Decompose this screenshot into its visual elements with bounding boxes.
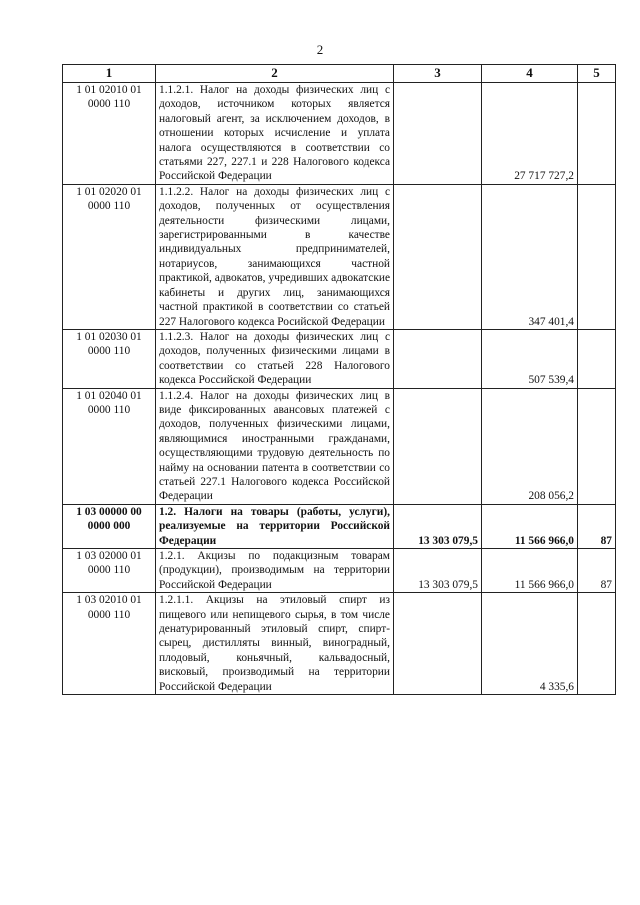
- row-name: 1.2.1. Акцизы по подакцизным товарам (продукции), производимым на территории Российской Федерации: [156, 549, 394, 593]
- row-code: 1 03 02000 01 0000 110: [63, 549, 156, 593]
- col-header-code: 1: [63, 65, 156, 83]
- table-header-row: [63, 65, 616, 83]
- table-row: [63, 329, 616, 388]
- col-header-percent: 5: [578, 65, 616, 83]
- table-row: [63, 388, 616, 504]
- row-code: 1 03 00000 00 0000 000: [63, 504, 156, 548]
- row-percent: [578, 593, 616, 695]
- row-fact: 11 566 966,0: [482, 504, 578, 548]
- row-plan: [394, 184, 482, 329]
- row-percent: 87: [578, 549, 616, 593]
- row-percent: [578, 329, 616, 388]
- row-percent: [578, 83, 616, 185]
- row-code: 1 01 02030 01 0000 110: [63, 329, 156, 388]
- row-percent: 87: [578, 504, 616, 548]
- row-name: 1.2. Налоги на товары (работы, услуги), реализуемые на территории Российской Федерации: [156, 504, 394, 548]
- table-row: [63, 184, 616, 329]
- row-name: 1.2.1.1. Акцизы на этиловый спирт из пищевого или непищевого сырья, в том числе денатурированный этиловый спирт, спирт-сырец, дистилляты винный, виноградный, плодовый, коньячный, кальвадосный, висковый, производимый на территории Российской Федерации: [156, 593, 394, 695]
- row-name: 1.1.2.4. Налог на доходы физических лиц в виде фиксированных авансовых платежей с доходов, полученных физическими лицами, являющимися иностранными гражданами, осуществляющими трудовую деятельность по найму на основании патента в соответствии со статьей 227.1 Налогового кодекса Российской Федерации: [156, 388, 394, 504]
- table-row-section-total: [63, 504, 616, 548]
- row-name: 1.1.2.3. Налог на доходы физических лиц с доходов, полученных физическими лицами в соответствии со статьей 228 Налогового кодекса Российской Федерации: [156, 329, 394, 388]
- row-name: 1.1.2.2. Налог на доходы физических лиц с доходов, полученных от осуществления деятельности физическими лицами, зарегистрированными в качестве индивидуальных предпринимателей, нотариусов, занимающихся частной практикой, адвокатов, учредивших адвокатские кабинеты и других лиц, занимающихся частной практикой в соответствии со статьей 227 Налогового кодекса Росийской Федерации: [156, 184, 394, 329]
- row-percent: [578, 388, 616, 504]
- table-row: [63, 593, 616, 695]
- row-plan: 13 303 079,5: [394, 549, 482, 593]
- row-plan: [394, 388, 482, 504]
- row-percent: [578, 184, 616, 329]
- row-plan: [394, 593, 482, 695]
- row-fact: 27 717 727,2: [482, 83, 578, 185]
- table-row: [63, 83, 616, 185]
- col-header-name: 2: [156, 65, 394, 83]
- table-row: [63, 549, 616, 593]
- row-code: 1 01 02020 01 0000 110: [63, 184, 156, 329]
- row-code: 1 03 02010 01 0000 110: [63, 593, 156, 695]
- col-header-fact: 4: [482, 65, 578, 83]
- row-fact: 347 401,4: [482, 184, 578, 329]
- revenue-table: [62, 64, 616, 695]
- row-name: 1.1.2.1. Налог на доходы физических лиц с доходов, источником которых является налоговый агент, за исключением доходов, в отношении которых исчисление и уплата налога осуществляются в соответствии со статьями 227, 227.1 и 228 Налогового кодекса Российской Федерации: [156, 83, 394, 185]
- page-number: 2: [316, 42, 324, 57]
- col-header-plan: 3: [394, 65, 482, 83]
- row-fact: 208 056,2: [482, 388, 578, 504]
- row-code: 1 01 02040 01 0000 110: [63, 388, 156, 504]
- row-fact: 507 539,4: [482, 329, 578, 388]
- row-fact: 11 566 966,0: [482, 549, 578, 593]
- row-code: 1 01 02010 01 0000 110: [63, 83, 156, 185]
- row-plan: [394, 83, 482, 185]
- row-fact: 4 335,6: [482, 593, 578, 695]
- row-plan: 13 303 079,5: [394, 504, 482, 548]
- row-plan: [394, 329, 482, 388]
